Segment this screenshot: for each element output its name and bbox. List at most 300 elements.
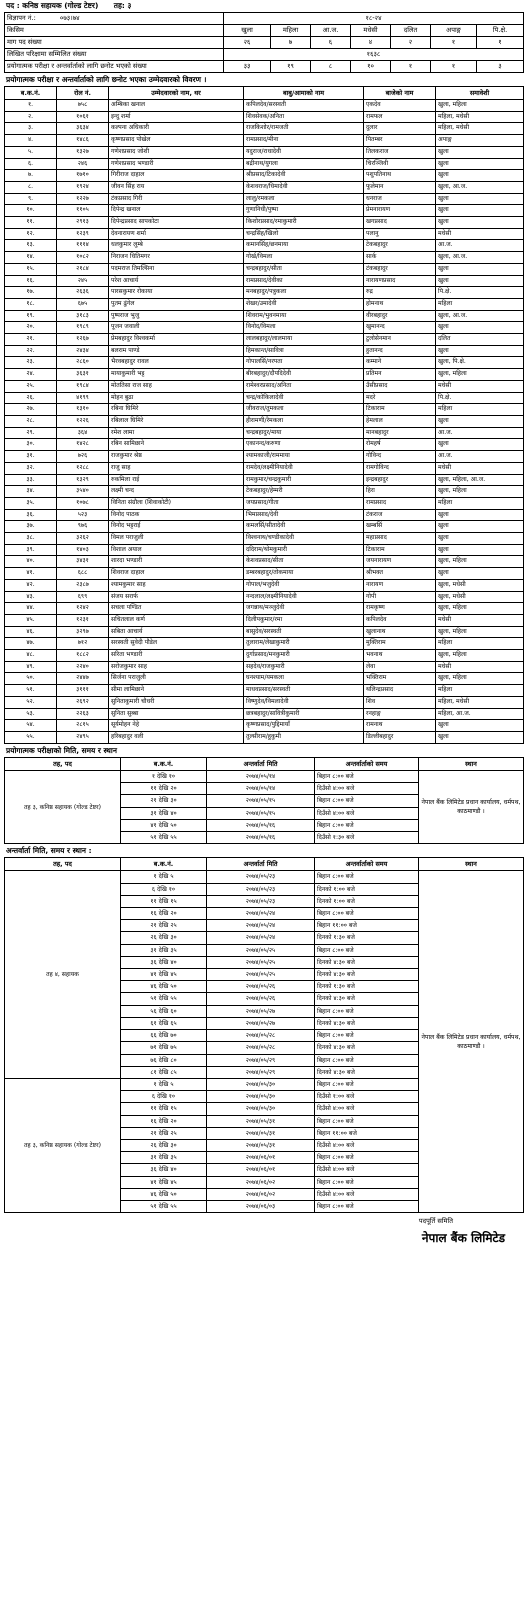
roll-no: ४१९९ <box>57 392 109 404</box>
inclusion-group: खुला, महिला <box>436 486 524 498</box>
serial-range: ६ देखि १० <box>121 1091 207 1103</box>
candidate-name: मायाकुमारी भट्ट <box>109 369 244 381</box>
table-row <box>5 731 524 743</box>
serial-range: ११ देखि १५ <box>121 895 207 907</box>
serial-no: ६. <box>5 158 57 170</box>
schedule-date: २०७४/०५/२४ <box>207 932 315 944</box>
inclusion-group: महिला <box>436 298 524 310</box>
grandfather-name: सार्क <box>364 252 436 264</box>
serial-no: १०. <box>5 205 57 217</box>
serial-no: ३३. <box>5 474 57 486</box>
schedule-date: २०७४/०५/२५ <box>207 969 315 981</box>
parents-name: केशवप्रसाद/सीता <box>244 556 364 568</box>
serial-range: १ देखि १० <box>121 770 207 782</box>
schedule-time: बिहान ८:०० बजे <box>315 1176 419 1188</box>
parents-name: बद्रीनाथ/युगला <box>244 158 364 170</box>
schedule-date: २०७४/०६/०१ <box>207 1164 315 1176</box>
grandfather-name: भक्तिराम <box>364 673 436 685</box>
table-row <box>5 462 524 474</box>
roll-no: ३२९७ <box>57 626 109 638</box>
inclusion-group: महिला, मधेसी <box>436 123 524 135</box>
table-row <box>5 451 524 463</box>
inclusion-group: खुला, महिला <box>436 650 524 662</box>
roll-no: २४५ <box>57 275 109 287</box>
schedule-date: २०७४/०५/२७ <box>207 1005 315 1017</box>
grandfather-name: पशुपतिनाथ <box>364 170 436 182</box>
parents-name: बीरबहादुर/दौपदिदेवी <box>244 369 364 381</box>
serial-range: ५१ देखि ५५ <box>121 993 207 1005</box>
serial-no: ३०. <box>5 439 57 451</box>
roll-no: २८१५ <box>57 720 109 732</box>
serial-no: ५२. <box>5 696 57 708</box>
serial-range: २१ देखि ३० <box>121 795 207 807</box>
grandfather-name: डिल्लीबहादुर <box>364 731 436 743</box>
roll-no: ६७५ <box>57 298 109 310</box>
inclusion-group: महिला, आ.ज. <box>436 708 524 720</box>
grandfather-name: इन्द्रबहादुर <box>364 474 436 486</box>
table-row <box>5 556 524 568</box>
candidates-title: प्रयोगात्मक परीक्षा र अन्तर्वार्ताको लागि छनोट भएका उम्मेदवारको विवरण । <box>6 75 207 84</box>
table-row <box>5 579 524 591</box>
candidate-name: दिपेन्द्रप्रसाद सापकोटा <box>109 217 244 229</box>
grandfather-name: फूलेमान <box>364 181 436 193</box>
inclusion-group: खुला <box>436 217 524 229</box>
parents-name: कमलसिं/सीतादेवी <box>244 521 364 533</box>
inclusion-group: खुला, मधेसी <box>436 579 524 591</box>
parents-name: दिलीपकुमार/रमा <box>244 614 364 626</box>
grandfather-name: टिकाराम <box>364 544 436 556</box>
serial-range: ११ देखि २० <box>121 782 207 794</box>
schedule-time: बिहान ८:०० बजे <box>315 770 419 782</box>
grandfather-name: खम्बसिं <box>364 521 436 533</box>
roll-no: १११४ <box>57 240 109 252</box>
schedule-time: बिहान ८:०० बजे <box>315 908 419 920</box>
serial-no: १६. <box>5 275 57 287</box>
table-row <box>5 474 524 486</box>
roll-no: ७२६ <box>57 451 109 463</box>
roll-no: १४२८ <box>57 439 109 451</box>
grandfather-name: टुलोसेनमान <box>364 334 436 346</box>
grandfather-name: गोपी <box>364 591 436 603</box>
schedule-time: दिनको ४:३० बजे <box>315 956 419 968</box>
table-row <box>5 217 524 229</box>
candidate-name: परेश आचार्य <box>109 275 244 287</box>
candidate-name: पदमराज तिमल्सिना <box>109 263 244 275</box>
serial-no: २६. <box>5 392 57 404</box>
roll-no: ३४३१ <box>57 556 109 568</box>
table-row <box>5 650 524 662</box>
schedule-date: २०७४/०५/१६ <box>207 819 315 831</box>
serial-range: ४१ देखि ५० <box>121 819 207 831</box>
schedule-date: २०७४/०६/०१ <box>207 1152 315 1164</box>
schedule-date: २०७४/०५/२७ <box>207 1017 315 1029</box>
schedule-time: दिनको १:३० बजे <box>315 981 419 993</box>
roll-no: ३१११ <box>57 685 109 697</box>
table-row <box>5 205 524 217</box>
table-row <box>5 638 524 650</box>
candidate-name: सबिता आचार्य <box>109 626 244 638</box>
inclusion-group: खुला <box>436 322 524 334</box>
table-row <box>5 146 524 158</box>
candidate-name: धलकुमार लुम्बे <box>109 240 244 252</box>
inclusion-group: खुला <box>436 193 524 205</box>
parents-name: छत्रबहादुर/सावित्रीकुमारी <box>244 708 364 720</box>
inclusion-group: खुला, महिला <box>436 100 524 112</box>
inclusion-group: खुला <box>436 731 524 743</box>
parents-name: भिमप्रसाद/देवी <box>244 509 364 521</box>
table-row <box>5 193 524 205</box>
serial-range: ७६ देखि ८० <box>121 1054 207 1066</box>
table-row <box>5 322 524 334</box>
roll-no: ३६४ <box>57 427 109 439</box>
parents-name: दुर्गाप्रसाद/मनकुमारी <box>244 650 364 662</box>
parents-name: रामदेव/लक्ष्मीनियादेवी <box>244 462 364 474</box>
inclusion-group: आ.ज. <box>436 427 524 439</box>
table-row <box>5 181 524 193</box>
schedule-time: बिहान ८:०० बजे <box>315 795 419 807</box>
roll-no: १२३१ <box>57 614 109 626</box>
practical-title: प्रयोगात्मक परीक्षाको मिति, समय र स्थान <box>6 745 117 755</box>
schedule-time: दिनको १:०० बजे <box>315 895 419 907</box>
grandfather-name: कम्माने <box>364 357 436 369</box>
serial-range: २६ देखि ३० <box>121 932 207 944</box>
schedule-time: दिनको ४:३० बजे <box>315 969 419 981</box>
candidate-name: पारसकुमार रोकाया <box>109 287 244 299</box>
serial-no: ४. <box>5 135 57 147</box>
serial-no: ३७. <box>5 521 57 533</box>
practical-table <box>4 757 524 845</box>
table-row <box>5 521 524 533</box>
candidate-name: गणेशप्रसाद भण्डारी <box>109 158 244 170</box>
serial-range: १६ देखि २० <box>121 908 207 920</box>
table-row <box>5 357 524 369</box>
inclusion-group: खुला, आ.ज. <box>436 310 524 322</box>
table-row <box>5 170 524 182</box>
schedule-date: २०७४/०५/२६ <box>207 981 315 993</box>
parents-name: शेखर/उमादेवी <box>244 298 364 310</box>
table-row <box>5 263 524 275</box>
roll-no: २६३६ <box>57 287 109 299</box>
serial-range: ३६ देखि ४० <box>121 1164 207 1176</box>
written-row: लिखित परिक्षामा सम्मिलित संख्या १६३८ <box>5 49 524 61</box>
serial-no: १९. <box>5 310 57 322</box>
schedule-date: २०७४/०५/२४ <box>207 908 315 920</box>
serial-no: ७. <box>5 170 57 182</box>
candidate-name: सरोजकुमार साह <box>109 661 244 673</box>
table-row <box>5 123 524 135</box>
roll-no: २४३४ <box>57 345 109 357</box>
grandfather-name: हिरा <box>364 486 436 498</box>
grandfather-name: टेकबहादुर <box>364 240 436 252</box>
inclusion-group: मधेसी <box>436 614 524 626</box>
serial-no: ४२. <box>5 579 57 591</box>
serial-no: १२. <box>5 228 57 240</box>
footer <box>4 1213 523 1253</box>
schedule-time: दिउँसो ४:०० बजे <box>315 1103 419 1115</box>
roll-no: १४०३ <box>57 544 109 556</box>
candidate-name: सुनिताकुमारी चौधरी <box>109 696 244 708</box>
grandfather-name: उँसीप्रसाद <box>364 380 436 392</box>
serial-range: १ देखि ५ <box>121 1078 207 1090</box>
ad-year: १८-२४ <box>224 13 524 25</box>
roll-no: १०६१ <box>57 111 109 123</box>
grandfather-name: जयनारायण <box>364 556 436 568</box>
grandfather-name: प्रेमनारायण <box>364 205 436 217</box>
candidates-body <box>5 100 524 744</box>
roll-no: १९८९ <box>57 322 109 334</box>
candidate-name: रबिना घिमिरे <box>109 404 244 416</box>
grandfather-name: श्रीभक्त <box>364 568 436 580</box>
post-label: पद : कनिष्ठ सहायक (गोल्ड टेष्टर) <box>6 1 99 10</box>
inclusion-group: खुला, महिला <box>436 673 524 685</box>
inclusion-group: दलित <box>436 334 524 346</box>
table-row <box>5 439 524 451</box>
parents-name: गुणानिधी/पुष्पा <box>244 205 364 217</box>
candidate-name: राजकुमार श्रेष्ठ <box>109 451 244 463</box>
post-header <box>4 0 523 12</box>
serial-range: ४१ देखि ४५ <box>121 969 207 981</box>
level-label: तह: ३ <box>113 1 132 10</box>
roll-no: २४६ <box>57 158 109 170</box>
candidate-name: पूजन जवाली <box>109 322 244 334</box>
roll-no: २३८७ <box>57 579 109 591</box>
roll-no: २२६३ <box>57 708 109 720</box>
inclusion-group: खुला <box>436 205 524 217</box>
grandfather-name: पितम्बर <box>364 135 436 147</box>
serial-no: २८. <box>5 415 57 427</box>
inclusion-group: खुला, मधेसी <box>436 591 524 603</box>
schedule-time: दिनको ४:३० बजे <box>315 1042 419 1054</box>
candidate-name: पुष्पराज भुजु <box>109 310 244 322</box>
schedule-time: बिहान ११:०० बजे <box>315 1127 419 1139</box>
grandfather-name: खुमानन्द <box>364 322 436 334</box>
shortlist-row: प्रयोगात्मक परीक्षा र अन्तर्वार्ताको लागि छनोट भएको संख्या ३३ १९ ८ १० १ १ ३ <box>5 61 524 73</box>
parents-name: तुल्सीराम/हुकुमी <box>244 731 364 743</box>
serial-range: १ देखि ५ <box>121 871 207 883</box>
candidate-name: कृष्णप्रसाद पोखेल <box>109 135 244 147</box>
committee-label: पदपूर्ति समिति <box>418 1217 453 1226</box>
grandfather-name: थलिन्द्रप्रसाद <box>364 685 436 697</box>
parents-name: कमानसिंह/छनमाया <box>244 240 364 252</box>
inclusion-group: आ.ज. <box>436 451 524 463</box>
schedule-time: दिउँसो १:३० बजे <box>315 832 419 844</box>
roll-no: १२३९ <box>57 228 109 240</box>
roll-no: २२४० <box>57 661 109 673</box>
grandfather-name: लेवा <box>364 661 436 673</box>
schedule-date: २०७४/०५/२३ <box>207 895 315 907</box>
schedule-time: दिउँसो ४:०० बजे <box>315 1164 419 1176</box>
candidates-header: ब.क.नं. रोल नं. उम्मेदवारको नाम, थर बाबु/आमाको नाम बाजेको नाम समावेशी <box>5 87 524 100</box>
candidate-name: देवनारायण शर्मा <box>109 228 244 240</box>
schedule-time: बिहान ८:०० बजे <box>315 819 419 831</box>
candidate-name: निराजन धितिमगर <box>109 252 244 264</box>
serial-range: ५१ देखि ५५ <box>121 832 207 844</box>
schedule-time: बिहान ८:०० बजे <box>315 1030 419 1042</box>
roll-no: ६९९ <box>57 591 109 603</box>
serial-no: २४. <box>5 369 57 381</box>
schedule-time: दिउँसो १:०० बजे <box>315 1091 419 1103</box>
inclusion-group: खुला <box>436 720 524 732</box>
table-row <box>5 369 524 381</box>
inclusion-group: खुला, महिला <box>436 603 524 615</box>
inclusion-group: महिला <box>436 497 524 509</box>
table-row <box>5 334 524 346</box>
roll-no: १९२४ <box>57 181 109 193</box>
grandfather-name: रामकृष्ण <box>364 603 436 615</box>
inclusion-group: मधेसी <box>436 462 524 474</box>
inclusion-group: पि.क्षे. <box>436 287 524 299</box>
parents-name: एकानन्द/करुणा <box>244 439 364 451</box>
parents-name: जयप्रसाद/गीता <box>244 497 364 509</box>
candidate-name: लक्ष्मी चन्द <box>109 486 244 498</box>
candidate-name: सूर्यमोहन नेहे <box>109 720 244 732</box>
table-row <box>5 486 524 498</box>
candidate-name: बलराम पाण्डे <box>109 345 244 357</box>
serial-range: ५६ देखि ६० <box>121 1005 207 1017</box>
serial-no: ३६. <box>5 509 57 521</box>
table-row <box>5 533 524 545</box>
parents-name: लालबहादुर/लालमाया <box>244 334 364 346</box>
inclusion-group: खुला, पि.क्षे. <box>436 357 524 369</box>
serial-no: २२. <box>5 345 57 357</box>
inclusion-group: खुला <box>436 345 524 357</box>
grandfather-name: रोमहर्ष <box>364 439 436 451</box>
roll-no: २६९२ <box>57 696 109 708</box>
candidate-name: अम्बिका खनाल <box>109 100 244 112</box>
serial-no: ५. <box>5 146 57 158</box>
table-row <box>5 661 524 673</box>
serial-no: २७. <box>5 404 57 416</box>
venue: नेपाल बैंक लिमिटेड प्रधान कार्यालय, धर्मपथ, काठमाण्डौ । <box>419 871 524 1213</box>
grandfather-name: खगप्रसाद <box>364 217 436 229</box>
serial-no: ४८. <box>5 650 57 662</box>
serial-no: ४५. <box>5 614 57 626</box>
roll-no: १३२९ <box>57 474 109 486</box>
schedule-time: दिनको १:०० बजे <box>315 883 419 895</box>
serial-range: ३१ देखि ४० <box>121 807 207 819</box>
candidate-name: सरिता भण्डारी <box>109 650 244 662</box>
candidate-name: राजु साह <box>109 462 244 474</box>
candidate-name: संजय सरार्फ <box>109 591 244 603</box>
serial-no: ३४. <box>5 486 57 498</box>
ad-no-cell: विज्ञापन नं.: ०७३।७४ <box>5 13 224 25</box>
candidate-name: इन्दु शर्मा <box>109 111 244 123</box>
practical-header: तह, पद ब.क.नं. अन्तर्वार्ता मिति अन्तर्वार्ताको समय स्थान <box>5 757 524 770</box>
parents-name: गोपालसिं/नरपता <box>244 357 364 369</box>
parents-name: सहदेव/राजकुमारी <box>244 661 364 673</box>
candidate-name: पुतम ढुंगेल <box>109 298 244 310</box>
schedule-time: बिहान ११:०० बजे <box>315 920 419 932</box>
inclusion-group: मधेसी <box>436 661 524 673</box>
candidate-name: सचितलाल कर्ण <box>109 614 244 626</box>
serial-no: ५३. <box>5 708 57 720</box>
inclusion-group: महिला, मधेसी <box>436 111 524 123</box>
grandfather-name: धनराज <box>364 193 436 205</box>
roll-no: ३६३१ <box>57 369 109 381</box>
serial-no: ३९. <box>5 544 57 556</box>
serial-no: १३. <box>5 240 57 252</box>
roll-no: १२२६ <box>57 415 109 427</box>
roll-no: १८८२ <box>57 650 109 662</box>
candidate-name: सचला पण्डित <box>109 603 244 615</box>
roll-no: १९८४ <box>57 380 109 392</box>
candidate-name: भैरवबहादुर रावल <box>109 357 244 369</box>
serial-range: ६ देखि १० <box>121 883 207 895</box>
schedule-time: दिनको ४:३० बजे <box>315 1066 419 1078</box>
roll-no: २९१३ <box>57 217 109 229</box>
serial-no: १४. <box>5 252 57 264</box>
parents-name: श्रीप्रसाद/टिकादेवी <box>244 170 364 182</box>
inclusion-group: महिला <box>436 685 524 697</box>
candidate-name: हरिबहादुर वली <box>109 731 244 743</box>
inclusion-group: खुला <box>436 509 524 521</box>
roll-no: ६८८ <box>57 568 109 580</box>
inclusion-group: खुला <box>436 533 524 545</box>
grandfather-name: तिलकराज <box>364 146 436 158</box>
roll-no: ३२६२ <box>57 533 109 545</box>
serial-range: ७१ देखि ७५ <box>121 1042 207 1054</box>
parents-name: चन्द्रबहादुर/माया <box>244 427 364 439</box>
inclusion-group: खुला <box>436 263 524 275</box>
candidate-name: सुनिता सुब्बा <box>109 708 244 720</box>
candidate-name: प्रेमबहादुर विश्वकर्मा <box>109 334 244 346</box>
grandfather-name: रनहाङ्ग <box>364 708 436 720</box>
serial-no: १८. <box>5 298 57 310</box>
table-row <box>5 240 524 252</box>
table-row <box>5 158 524 170</box>
schedule-date: २०७४/०६/०२ <box>207 1188 315 1200</box>
table-row <box>5 497 524 509</box>
parents-name: चन्द्रबहादुर/सीता <box>244 263 364 275</box>
serial-range: ६६ देखि ७० <box>121 1030 207 1042</box>
table-row <box>5 100 524 112</box>
notice-page <box>4 0 523 1253</box>
roll-no: ३५४० <box>57 486 109 498</box>
roll-no: १०७८ <box>57 497 109 509</box>
roll-no: ११०५ <box>57 205 109 217</box>
schedule-time: दिउँसो ४:०० बजे <box>315 1139 419 1151</box>
grandfather-name: टंकराज <box>364 509 436 521</box>
table-row <box>5 685 524 697</box>
roll-no: ३६३४ <box>57 123 109 135</box>
schedule-time: दिउँसो ४:०० बजे <box>315 782 419 794</box>
parents-name: नन्दलाल/लक्ष्मीनियादेवी <box>244 591 364 603</box>
bank-name: नेपाल बैंक लिमिटेड <box>421 1231 505 1246</box>
schedule-date: २०७४/०६/०३ <box>207 1200 315 1212</box>
table-row <box>5 544 524 556</box>
parents-name: जगन्नाथ/मञ्जुदेवी <box>244 603 364 615</box>
roll-no: १७१० <box>57 170 109 182</box>
table-row <box>5 626 524 638</box>
level-post: तह ३, कनिष्ठ सहायक (गोल्ड टेष्टर) <box>5 1078 121 1212</box>
serial-no: २९. <box>5 427 57 439</box>
inclusion-group: खुला, आ.ज. <box>436 252 524 264</box>
inclusion-group: खुला <box>436 439 524 451</box>
inclusion-group: महिला, मधेसी <box>436 696 524 708</box>
parents-name: यदुराज/राधादेवी <box>244 146 364 158</box>
roll-no: ७१२ <box>57 638 109 650</box>
parents-name: गोपाल/भजुदेवी <box>244 579 364 591</box>
grandfather-name: वीरबहादुर <box>364 310 436 322</box>
schedule-date: २०७४/०५/३० <box>207 1078 315 1090</box>
grandfather-name: हेमलाल <box>364 415 436 427</box>
inclusion-group: पि.क्षे. <box>436 392 524 404</box>
serial-no: ४१. <box>5 568 57 580</box>
schedule-time: दिनको १:३० बजे <box>315 932 419 944</box>
serial-no: ९. <box>5 193 57 205</box>
serial-no: ४०. <box>5 556 57 568</box>
schedule-date: २०७४/०५/२८ <box>207 1030 315 1042</box>
